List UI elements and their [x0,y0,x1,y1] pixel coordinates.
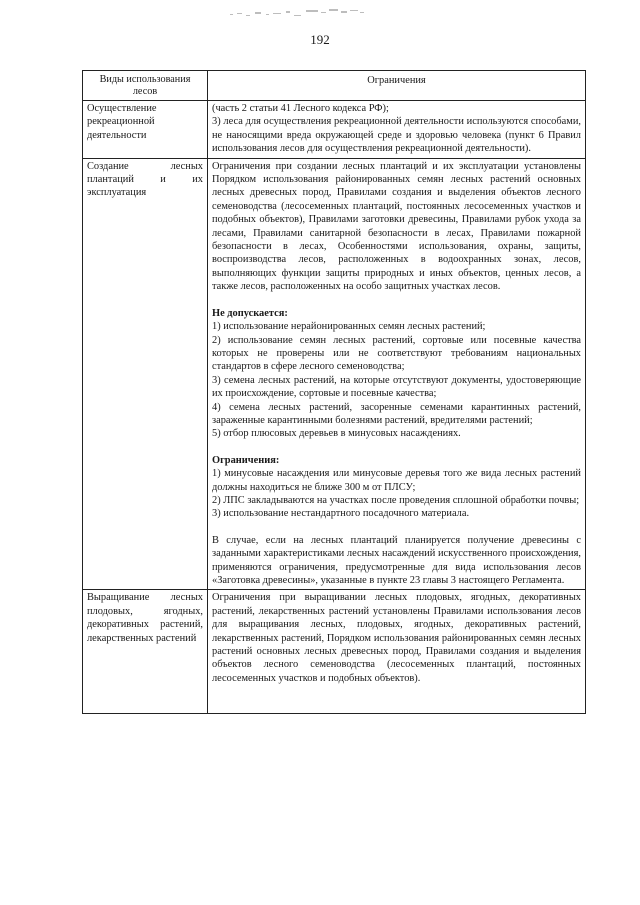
prohibited-heading: Не допускается: [212,307,288,319]
forest-use-cell: Выращивание лесных плодовых, ягодных, декоративных растений, лекарственных растений [83,590,208,714]
list-item: 1) использование нерайонированных семян лесных растений; [212,321,486,333]
table-row [83,101,586,159]
header-limitations: Ограничения [208,71,586,101]
table-header-row [83,71,586,101]
list-item: 5) отбор плюсовых деревьев в минусовых насаждениях. [212,428,461,440]
limitations-cell [208,158,586,590]
list-item: 4) семена лесных растений, засоренные семенами карантинных растений, зараженные карантинными болезнями растений, вредителями растений; [212,401,581,426]
limitations-cell [208,590,586,714]
list-item: 2) использование семян лесных растений, сортовые или посевные качества которых не проверены или не соответствуют требованиям национальных стандартов в сфере лесного семеноводства; [212,334,581,373]
list-item: 3) семена лесных растений, на которые отсутствуют документы, удостоверяющие их происхождение, сортовые и посевные качества; [212,374,581,400]
table-row [83,590,586,714]
paragraph: Ограничения при выращивании лесных плодовых, ягодных, декоративных растений, лекарственных растений установлены Правилами использования лесов для выращивания лесных, плодовых, ягодных, декоративных растений, лекарственных растений, Порядком использования районированных семян лесных растений основных лесных древесных пород, Правилами создания и выделения объектов лесного семеноводства (лесосеменных плантаций, постоянных лесосеменных участков и подобных объектов). [212,592,581,684]
page-number: 192 [310,32,330,47]
list-item: 3) использование нестандартного посадочного материала. [212,508,470,520]
limits-heading: Ограничения: [212,454,280,466]
scan-artifact [228,8,368,22]
paragraph: 3) леса для осуществления рекреационной деятельности используются способами, не наносящими вреда окружающей среде и здоровью человека (пункт 6 Правил использования лесов для осуществления рекреационной деятельности). [212,116,581,155]
paragraph: (часть 2 статьи 41 Лесного кодекса РФ); [212,103,389,114]
list-item: 2) ЛПС закладываются на участках после проведения сплошной обработки почвы; [212,494,580,506]
table-row [83,158,586,590]
header-forest-use: Виды использования лесов [83,71,208,101]
forest-use-cell: Осуществление рекреационной деятельности [83,101,208,159]
limitations-cell [208,101,586,159]
regulation-table [82,70,586,714]
list-item: 1) минусовые насаждения или минусовые деревья того же вида лесных растений должны находиться не ближе 300 м от ПЛСУ; [212,468,581,493]
forest-use-cell: Создание лесных плантаций и их эксплуатация [83,158,208,590]
closing-paragraph: В случае, если на лесных плантаций планируется получение древесины с заданными характеристиками лесных насаждений искусственного происхождения, применяются ограничения, предусмотренные для вида использования лесов «Заготовка древесины», указанные в пункте 23 главы 3 настоящего Регламента. [212,534,581,586]
intro-paragraph: Ограничения при создании лесных плантаций и их эксплуатации установлены Порядком использования районированных семян лесных растений основных лесных древесных пород, Правилами создания и выделения объектов лесного семеноводства (лесосеменных плантаций, постоянных лесосеменных участков и подобных объектов), Правилами заготовки древесины, Правилами рубок ухода за лесами, Правилами санитарной безопасности в лесах, Правилами пожарной безопасности в лесах, Особенностями использования, охраны, защиты, воспроизводства лесов, расположенных в водоохранных зонах, лесов, выполняющих функции защиты природных и иных объектов, ценных лесов, а также лесов, расположенных на особо защитных участках лесов. [212,160,581,293]
